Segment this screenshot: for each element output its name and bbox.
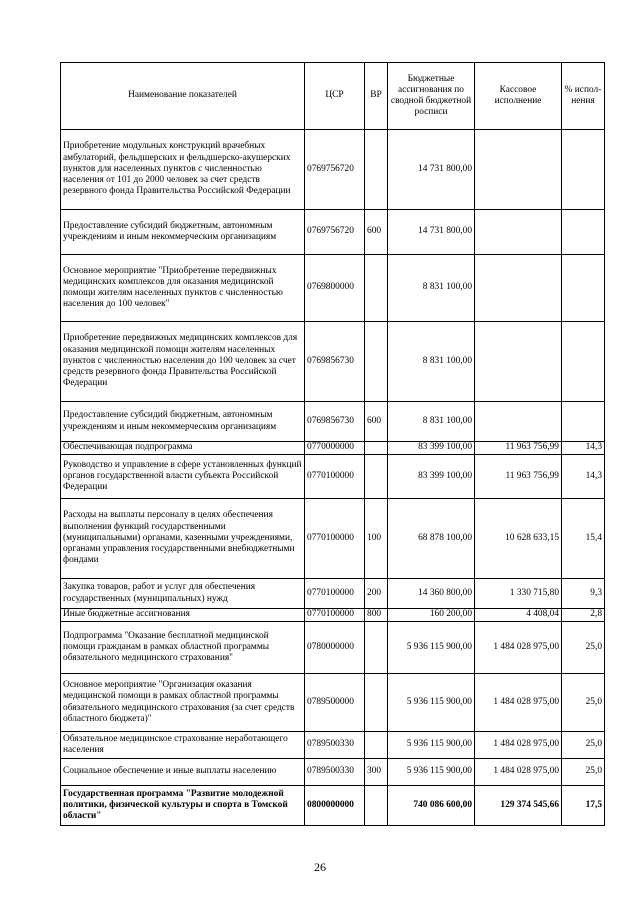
table-row bbox=[61, 210, 605, 255]
row-cash: 11 963 756,99 bbox=[475, 442, 562, 455]
row-budget: 68 878 100,00 bbox=[388, 499, 475, 579]
table-row bbox=[61, 622, 605, 674]
row-budget: 740 086 600,00 bbox=[388, 786, 475, 826]
row-budget: 83 399 100,00 bbox=[388, 442, 475, 455]
row-budget: 8 831 100,00 bbox=[388, 322, 475, 402]
row-percent: 15,4 bbox=[562, 499, 605, 579]
row-csr: 0769756720 bbox=[305, 210, 365, 255]
row-name: Основное мероприятие "Организация оказания медицинской помощи в рамках областной программы обязательного медицинского страхования (за счет средств областного бюджета)" bbox=[61, 674, 305, 732]
row-csr: 0780000000 bbox=[305, 622, 365, 674]
row-csr: 0770100000 bbox=[305, 579, 365, 609]
row-percent: 25,0 bbox=[562, 732, 605, 759]
row-budget: 5 936 115 900,00 bbox=[388, 622, 475, 674]
row-vr bbox=[365, 255, 388, 322]
table-row bbox=[61, 786, 605, 826]
row-csr: 0789500330 bbox=[305, 759, 365, 786]
table-row bbox=[61, 322, 605, 402]
row-vr: 600 bbox=[365, 402, 388, 442]
row-cash: 1 330 715,80 bbox=[475, 579, 562, 609]
row-vr: 100 bbox=[365, 499, 388, 579]
row-vr bbox=[365, 322, 388, 402]
table-row bbox=[61, 255, 605, 322]
row-vr bbox=[365, 786, 388, 826]
table-row bbox=[61, 609, 605, 622]
row-name: Приобретение модульных конструкций врачебных амбулаторий, фельдшерских и фельдшерско-акушерских пунктов для населенных пунктов с численностью населения от 101 до 2000 человек за счет средств резервного фонда Правительства Российской Федерации bbox=[61, 130, 305, 210]
row-name: Подпрограмма "Оказание бесплатной медицинской помощи гражданам в рамках областной программы обязательного медицинского страхования" bbox=[61, 622, 305, 674]
row-csr: 0789500000 bbox=[305, 674, 365, 732]
row-cash bbox=[475, 322, 562, 402]
row-csr: 0770100000 bbox=[305, 499, 365, 579]
row-percent bbox=[562, 210, 605, 255]
row-name: Предоставление субсидий бюджетным, автономным учреждениям и иным некоммерческим организациям bbox=[61, 210, 305, 255]
row-name: Приобретение передвижных медицинских комплексов для оказания медицинской помощи жителям населенных пунктов с численностью населения до 100 человек за счет средств резервного фонда Правительства Российской Федерации bbox=[61, 322, 305, 402]
table-row bbox=[61, 759, 605, 786]
row-percent bbox=[562, 322, 605, 402]
row-budget: 5 936 115 900,00 bbox=[388, 674, 475, 732]
row-name: Предоставление субсидий бюджетным, автономным учреждениям и иным некоммерческим организациям bbox=[61, 402, 305, 442]
row-csr: 0770100000 bbox=[305, 609, 365, 622]
row-budget: 8 831 100,00 bbox=[388, 402, 475, 442]
row-cash bbox=[475, 210, 562, 255]
table-row bbox=[61, 402, 605, 442]
row-percent: 25,0 bbox=[562, 674, 605, 732]
row-budget: 83 399 100,00 bbox=[388, 455, 475, 499]
row-cash: 1 484 028 975,00 bbox=[475, 759, 562, 786]
table-row bbox=[61, 499, 605, 579]
header-name: Наименование показателей bbox=[61, 63, 305, 130]
row-vr: 600 bbox=[365, 210, 388, 255]
row-vr: 300 bbox=[365, 759, 388, 786]
table-header-row bbox=[61, 63, 605, 130]
row-csr: 0769856730 bbox=[305, 402, 365, 442]
row-percent: 2,8 bbox=[562, 609, 605, 622]
row-name: Иные бюджетные ассигнования bbox=[61, 609, 305, 622]
row-name: Государственная программа "Развитие молодежной политики, физической культуры и спорта в Томской области" bbox=[61, 786, 305, 826]
row-csr: 0769800000 bbox=[305, 255, 365, 322]
table-row bbox=[61, 732, 605, 759]
header-csr: ЦСР bbox=[305, 63, 365, 130]
table-row bbox=[61, 442, 605, 455]
row-vr bbox=[365, 130, 388, 210]
row-csr: 0769856730 bbox=[305, 322, 365, 402]
row-cash bbox=[475, 130, 562, 210]
row-cash: 1 484 028 975,00 bbox=[475, 674, 562, 732]
row-vr: 200 bbox=[365, 579, 388, 609]
row-percent: 25,0 bbox=[562, 759, 605, 786]
row-vr bbox=[365, 674, 388, 732]
table-row bbox=[61, 674, 605, 732]
row-vr bbox=[365, 622, 388, 674]
row-name: Руководство и управление в сфере установленных функций органов государственной власти субъекта Российской Федерации bbox=[61, 455, 305, 499]
row-vr: 800 bbox=[365, 609, 388, 622]
row-cash: 10 628 633,15 bbox=[475, 499, 562, 579]
row-percent bbox=[562, 130, 605, 210]
row-name: Обеспечивающая подпрограмма bbox=[61, 442, 305, 455]
row-cash: 4 408,04 bbox=[475, 609, 562, 622]
row-csr: 0800000000 bbox=[305, 786, 365, 826]
row-csr: 0789500330 bbox=[305, 732, 365, 759]
row-budget: 14 360 800,00 bbox=[388, 579, 475, 609]
row-name: Закупка товаров, работ и услуг для обеспечения государственных (муниципальных) нужд bbox=[61, 579, 305, 609]
row-percent: 14,3 bbox=[562, 442, 605, 455]
header-budget: Бюджетные ассигнования по сводной бюджетной росписи bbox=[388, 63, 475, 130]
row-budget: 14 731 800,00 bbox=[388, 210, 475, 255]
budget-execution-table bbox=[60, 62, 605, 826]
row-vr bbox=[365, 455, 388, 499]
row-percent: 14,3 bbox=[562, 455, 605, 499]
row-vr bbox=[365, 442, 388, 455]
row-name: Расходы на выплаты персоналу в целях обеспечения выполнения функций государственными (муниципальными) органами, казенными учреждениями, органами управления государственными внебюджетными фондами bbox=[61, 499, 305, 579]
table-row bbox=[61, 579, 605, 609]
row-csr: 0770000000 bbox=[305, 442, 365, 455]
row-csr: 0770100000 bbox=[305, 455, 365, 499]
row-vr bbox=[365, 732, 388, 759]
row-cash: 129 374 545,66 bbox=[475, 786, 562, 826]
row-percent bbox=[562, 255, 605, 322]
row-percent: 17,5 bbox=[562, 786, 605, 826]
row-budget: 8 831 100,00 bbox=[388, 255, 475, 322]
table-row bbox=[61, 130, 605, 210]
row-percent: 9,3 bbox=[562, 579, 605, 609]
row-budget: 160 200,00 bbox=[388, 609, 475, 622]
row-cash: 11 963 756,99 bbox=[475, 455, 562, 499]
row-percent: 25,0 bbox=[562, 622, 605, 674]
row-cash bbox=[475, 402, 562, 442]
row-name: Основное мероприятие "Приобретение передвижных медицинских комплексов для оказания медицинской помощи жителям населенных пунктов с численностью населения до 100 человек" bbox=[61, 255, 305, 322]
row-budget: 14 731 800,00 bbox=[388, 130, 475, 210]
row-budget: 5 936 115 900,00 bbox=[388, 732, 475, 759]
page-number: 26 bbox=[314, 860, 326, 874]
table-row bbox=[61, 455, 605, 499]
row-name: Обязательное медицинское страхование неработающего населения bbox=[61, 732, 305, 759]
header-cash: Кассовое исполнение bbox=[475, 63, 562, 130]
header-percent: % испол-нения bbox=[562, 63, 605, 130]
row-name: Социальное обеспечение и иные выплаты населению bbox=[61, 759, 305, 786]
row-budget: 5 936 115 900,00 bbox=[388, 759, 475, 786]
row-cash bbox=[475, 255, 562, 322]
row-csr: 0769756720 bbox=[305, 130, 365, 210]
row-cash: 1 484 028 975,00 bbox=[475, 622, 562, 674]
row-cash: 1 484 028 975,00 bbox=[475, 732, 562, 759]
row-percent bbox=[562, 402, 605, 442]
header-vr: ВР bbox=[365, 63, 388, 130]
